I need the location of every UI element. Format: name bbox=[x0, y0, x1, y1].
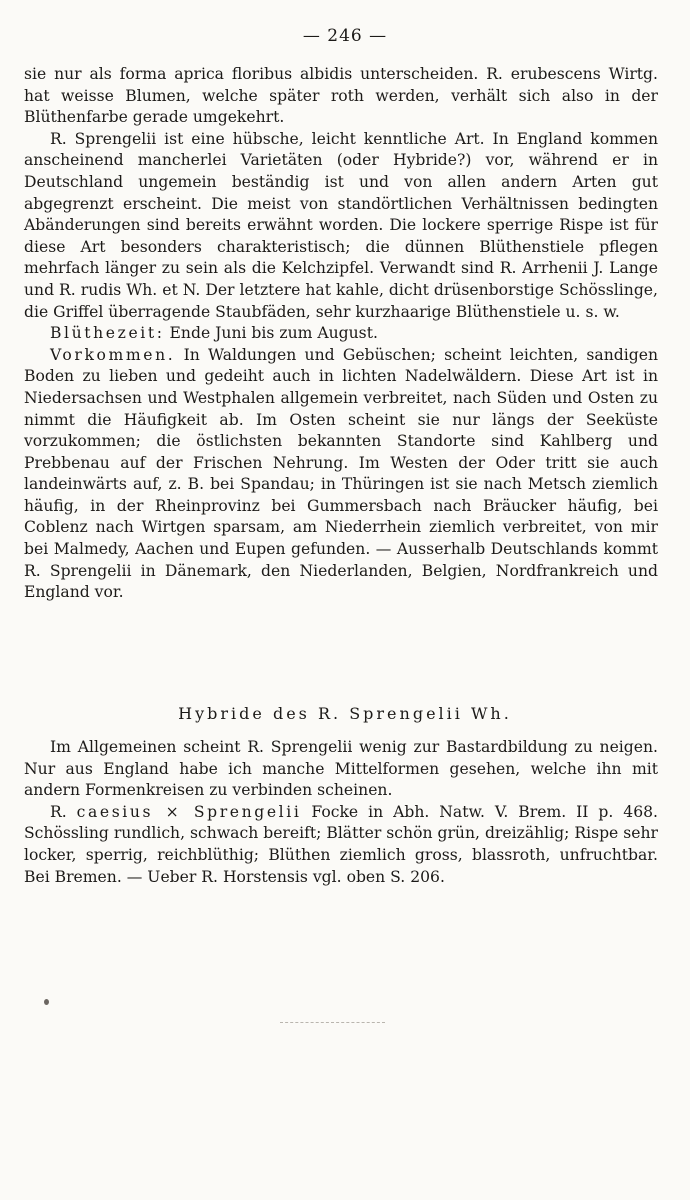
text-segment: Blüthezeit: bbox=[50, 324, 165, 343]
text-segment: R. Sprengelii ist eine hübsche, leicht kenntliche Art. In England kommen anscheinend mancherlei Varietäten (oder Hybride?) vor, während er in Deutschland ungemein beständig ist und von allen andern Arten gut abgegrenzt erscheint. Die meist von standörtlichen Verhältnissen bedingten Abänderungen sind bereits erwähnt worden. Die lockere sperrige Rispe ist für diese Art besonders charakteristisch; die dünnen Blüthenstiele pflegen mehrfach länger zu sein als die Kelchzipfel. Verwandt sind R. Arrhenii J. Lange und R. rudis Wh. et N. Der letztere hat kahle, dicht drüsenborstige Schösslinge, die Griffel überragende Staubfäden, sehr kurzhaarige Blüthenstiele u. s. w. bbox=[24, 129, 658, 321]
text-segment: R. bbox=[50, 802, 77, 821]
paragraph-p2 bbox=[24, 129, 658, 323]
text-segment: Vorkommen. bbox=[50, 345, 176, 364]
paragraph-p3 bbox=[24, 323, 658, 345]
page-number: — 246 — bbox=[302, 26, 388, 46]
print-speck bbox=[44, 999, 49, 1005]
paragraph-h2 bbox=[24, 802, 658, 888]
text-segment: sie nur als forma aprica floribus albidis unterscheiden. R. erubescens Wirtg. hat weisse Blumen, welche später roth werden, verhält sich also in der Blüthenfarbe gerade umgekehrt. bbox=[24, 65, 658, 127]
hybrid-text-block bbox=[24, 737, 658, 888]
text-segment: Im Allgemeinen scheint R. Sprengelii wenig zur Bastardbildung zu neigen. Nur aus England habe ich manche Mittelformen gesehen, welche ihn mit andern Formenkreisen zu verbinden scheinen. bbox=[24, 738, 658, 800]
main-text-block bbox=[24, 64, 658, 604]
paragraph-p4 bbox=[24, 345, 658, 604]
section-heading: Hybride des R. Sprengelii Wh. bbox=[178, 704, 512, 723]
text-segment: Focke in Abh. Natw. V. Brem. II p. 468. Schössling rundlich, schwach bereift; Blätter schön grün, dreizählig; Rispe sehr locker, sperrig, reichblüthig; Blüthen ziemlich gross, blassroth, unfruchtbar. Bei Bremen. — Ueber R. Horstensis vgl. oben S. 206. bbox=[24, 802, 658, 886]
paragraph-p1 bbox=[24, 64, 658, 129]
text-segment: caesius × Sprengelii bbox=[76, 802, 302, 821]
paragraph-h1 bbox=[24, 737, 658, 802]
text-segment: In Waldungen und Gebüschen; scheint leichten, sandigen Boden zu lieben und gedeiht auch in lichten Nadelwäldern. Diese Art ist in Niedersachsen und Westphalen allgemein verbreitet, nach Süden und Osten zu nimmt die Häufigkeit ab. Im Osten scheint sie nur längs der Seeküste vorzukommen; die östlichsten bekannten Standorte sind Kahlberg und Prebbenau auf der Frischen Nehrung. Im Westen der Oder tritt sie auch landeinwärts auf, z. B. bei Spandau; in Thüringen ist sie nach Metsch ziemlich häufig, in der Rheinprovinz bei Gummersbach nach Bräucker häufig, bei Coblenz nach Wirtgen sparsam, am Niederrhein ziemlich verbreitet, von mir bei Malmedy, Aachen und Eupen gefunden. — Ausserhalb Deutschlands kommt R. Sprengelii in Dänemark, den Niederlanden, Belgien, Nordfrankreich und England vor. bbox=[24, 345, 658, 602]
footer-divider bbox=[280, 1022, 385, 1023]
text-segment: Ende Juni bis zum August. bbox=[164, 324, 378, 343]
